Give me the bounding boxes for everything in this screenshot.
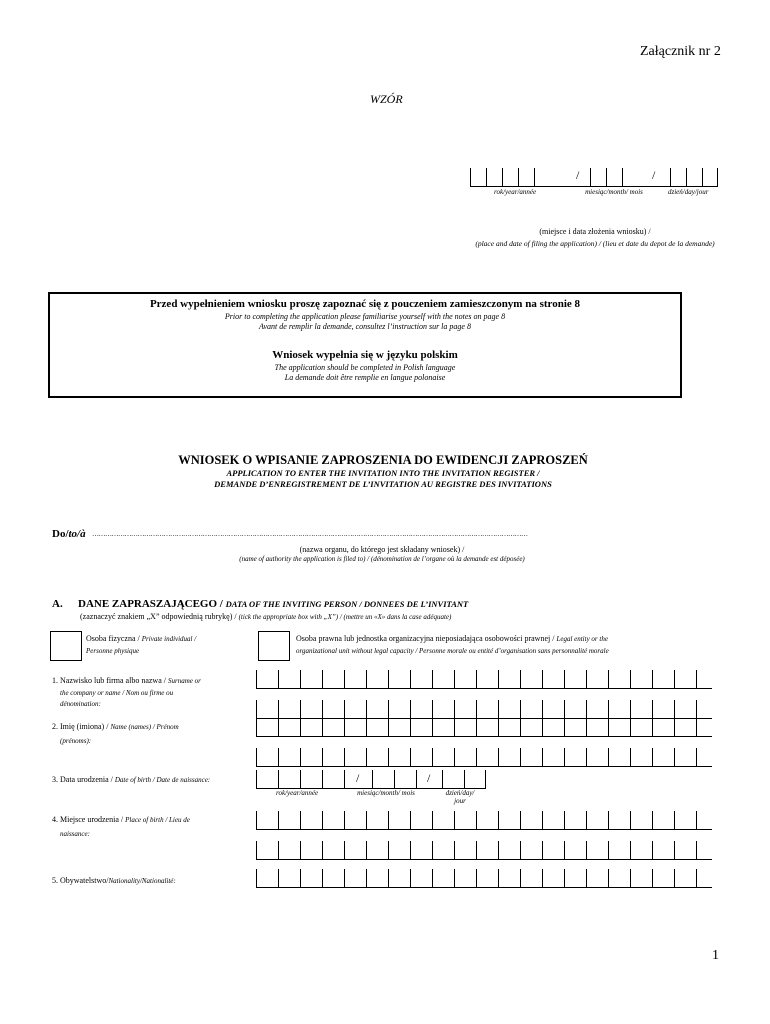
char-box-divider (366, 718, 367, 736)
char-box-divider (300, 748, 301, 766)
char-box-divider (410, 869, 411, 887)
char-box-divider (366, 670, 367, 688)
char-box-divider (674, 869, 675, 887)
birth-place-line-1[interactable] (256, 811, 712, 830)
birth-place-label-en-fr: Place of birth / Lieu de (125, 816, 190, 824)
char-box-divider (498, 841, 499, 859)
char-box-divider (674, 748, 675, 766)
section-a-hint-en-fr: (tick the appropriate box with „X”) / (mettre un «X» dans la case adéquate) (238, 613, 452, 621)
notice-language-en: The application should be completed in Polish language (274, 363, 456, 372)
char-box-divider (410, 841, 411, 859)
char-box-divider (278, 670, 279, 688)
addressee-caption: (nazwa organu, do którego jest składany wniosek) / (299, 545, 465, 554)
char-box-divider (586, 841, 587, 859)
char-box-divider (520, 718, 521, 736)
char-box-divider (696, 811, 697, 829)
char-box-divider (652, 718, 653, 736)
char-box-divider (520, 748, 521, 766)
birth-place-label-cont: naissance: (60, 830, 90, 838)
surname-label-pl: 1. Nazwisko lub firma albo nazwa / (52, 676, 166, 685)
birth-month-label: miesiąc/month/ mois (357, 789, 415, 797)
char-box-divider (256, 841, 257, 859)
char-box-divider (454, 841, 455, 859)
first-name-line-2[interactable] (256, 748, 712, 767)
private-individual-label-fr: Personne physique (86, 647, 140, 655)
char-box-divider (344, 748, 345, 766)
char-box-divider (344, 841, 345, 859)
char-box-divider (520, 700, 521, 718)
char-box-divider (300, 700, 301, 718)
section-a-title-pl: DANE ZAPRASZAJĄCEGO / (78, 598, 223, 610)
char-box-divider (564, 700, 565, 718)
char-box-divider (454, 811, 455, 829)
char-box-divider (366, 869, 367, 887)
surname-label-cont: the company or name / Nom ou firme ou (60, 689, 174, 697)
char-box-divider (630, 841, 631, 859)
date-separator: / (576, 168, 580, 182)
char-box-divider (586, 718, 587, 736)
char-box-divider (608, 748, 609, 766)
birth-date-field[interactable] (256, 770, 486, 789)
char-box-divider (410, 748, 411, 766)
char-box-divider (344, 718, 345, 736)
sample-label: WZÓR (370, 92, 403, 106)
char-box-divider (696, 841, 697, 859)
first-name-label (52, 720, 252, 734)
char-box-divider (498, 869, 499, 887)
nationality-label-en-fr: Nationality/Nationalité: (108, 877, 176, 885)
char-box-divider (454, 748, 455, 766)
notice-box (48, 292, 682, 398)
char-box-divider (388, 748, 389, 766)
nationality-label-pl: 5. Obywatelstwo/ (52, 876, 109, 885)
first-name-label-pl: 2. Imię (imiona) / (52, 722, 109, 731)
addressee-input-line[interactable]: ………………………………………………………………………………………………………………………………………………………………………………… (92, 530, 528, 538)
char-box-divider (388, 670, 389, 688)
char-box-divider (410, 718, 411, 736)
char-box-divider (542, 748, 543, 766)
section-a-title (78, 598, 468, 610)
char-box-divider (322, 869, 323, 887)
char-box-divider (344, 811, 345, 829)
char-box-divider (432, 718, 433, 736)
char-box-divider (674, 670, 675, 688)
char-box-divider (300, 811, 301, 829)
char-box-divider (366, 700, 367, 718)
char-box-divider (432, 670, 433, 688)
char-box-divider (278, 700, 279, 718)
char-box-divider (542, 700, 543, 718)
surname-line-2[interactable] (256, 700, 712, 719)
char-box-divider (300, 869, 301, 887)
char-box-divider (410, 811, 411, 829)
first-name-label-cont: (prénoms): (60, 737, 92, 745)
char-box-divider (630, 670, 631, 688)
char-box-divider (322, 841, 323, 859)
char-box-divider (608, 670, 609, 688)
char-box-divider (542, 869, 543, 887)
filing-date-field[interactable] (470, 168, 718, 187)
char-box-divider (542, 811, 543, 829)
char-box-divider (586, 670, 587, 688)
char-box-divider (432, 811, 433, 829)
legal-entity-label-en: Legal entity or the (556, 635, 608, 643)
char-box-divider (498, 811, 499, 829)
char-box-divider (410, 670, 411, 688)
char-box-divider (520, 869, 521, 887)
char-box-divider (696, 718, 697, 736)
char-box-divider (278, 718, 279, 736)
char-box-divider (674, 841, 675, 859)
birth-place-label-pl: 4. Miejsce urodzenia / (52, 815, 124, 824)
char-box-divider (256, 869, 257, 887)
form-title-en: APPLICATION TO ENTER THE INVITATION INTO THE INVITATION REGISTER / (226, 468, 540, 478)
date-separator: / (652, 168, 656, 182)
nationality-label (52, 874, 176, 888)
char-box-divider (476, 670, 477, 688)
birth-day-label: dzień/day/ jour (445, 789, 475, 805)
section-a-title-en-fr: DATA OF THE INVITING PERSON / DONNEES DE L’INVITANT (225, 599, 469, 609)
char-box-divider (256, 670, 257, 688)
char-box-divider (520, 670, 521, 688)
birth-year-label: rok/year/année (276, 789, 319, 797)
private-individual-label (86, 633, 256, 657)
char-box-divider (366, 841, 367, 859)
private-individual-checkbox[interactable] (50, 631, 82, 661)
char-box-divider (300, 841, 301, 859)
first-name-label-en-fr: Name (names) / Prénom (110, 723, 179, 731)
char-box-divider (476, 811, 477, 829)
char-box-divider (476, 700, 477, 718)
char-box-divider (542, 718, 543, 736)
char-box-divider (388, 811, 389, 829)
month-label: miesiąc/month/ mois (585, 188, 643, 196)
first-name-line-1[interactable] (256, 718, 712, 737)
section-a-hint (80, 612, 451, 621)
char-box-divider (476, 869, 477, 887)
char-box-divider (652, 700, 653, 718)
char-box-divider (300, 670, 301, 688)
char-box-divider (586, 811, 587, 829)
private-individual-label-en: Private individual / (141, 635, 197, 643)
char-box-divider (564, 718, 565, 736)
char-box-divider (432, 700, 433, 718)
char-box-divider (278, 748, 279, 766)
addressee-label-en-fr: to/à (68, 528, 86, 540)
char-box-divider (432, 748, 433, 766)
char-box-divider (432, 841, 433, 859)
char-box-divider (256, 718, 257, 736)
notice-heading-en: Prior to completing the application please familiarise yourself with the notes on page 8 (224, 312, 506, 321)
birth-date-separator: / (427, 771, 431, 785)
char-box-divider (564, 748, 565, 766)
char-box-divider (564, 869, 565, 887)
section-a-letter: A. (52, 598, 63, 610)
char-box-divider (586, 700, 587, 718)
char-box-divider (652, 811, 653, 829)
private-individual-label-pl: Osoba fizyczna / (86, 634, 140, 643)
notice-language: Wniosek wypełnia się w języku polskim (272, 349, 458, 361)
char-box-divider (388, 700, 389, 718)
surname-label-cont2: dénomination: (60, 700, 101, 708)
char-box-divider (520, 811, 521, 829)
legal-entity-checkbox[interactable] (258, 631, 290, 661)
char-box-divider (344, 700, 345, 718)
birth-date-label-en-fr: Date of birth / Date de naissance: (114, 776, 211, 784)
char-box-divider (498, 718, 499, 736)
char-box-divider (630, 869, 631, 887)
char-box-divider (498, 748, 499, 766)
char-box-divider (696, 869, 697, 887)
char-box-divider (564, 811, 565, 829)
year-label: rok/year/année (494, 188, 537, 196)
char-box-divider (344, 869, 345, 887)
place-date-caption: (miejsce i data złożenia wniosku) / (539, 227, 651, 236)
char-box-divider (586, 869, 587, 887)
char-box-divider (256, 748, 257, 766)
legal-entity-label (296, 633, 716, 657)
char-box-divider (278, 869, 279, 887)
notice-heading-fr: Avant de remplir la demande, consultez l’instruction sur la page 8 (259, 322, 471, 331)
section-a-hint-pl: (zaznaczyć znakiem „X” odpowiednią rubrykę) / (80, 612, 237, 621)
char-box-divider (454, 670, 455, 688)
char-box-divider (564, 670, 565, 688)
char-box-divider (388, 841, 389, 859)
place-date-caption-translation: (place and date of filing the application) / (lieu et date du depot de la demande) (475, 239, 715, 248)
birth-place-line-2[interactable] (256, 841, 712, 860)
addressee-label-pl: Do/ (52, 528, 69, 540)
birth-date-label (52, 773, 262, 787)
char-box-divider (344, 670, 345, 688)
char-box-divider (586, 748, 587, 766)
char-box-divider (366, 811, 367, 829)
char-box-divider (366, 748, 367, 766)
notice-language-fr: La demande doit être remplie en langue polonaise (284, 373, 446, 382)
page-number: 1 (712, 948, 719, 963)
char-box-divider (608, 811, 609, 829)
char-box-divider (256, 811, 257, 829)
legal-entity-label-pl: Osoba prawna lub jednostka organizacyjna nieposiadająca osobowości prawnej / (296, 634, 555, 643)
addressee-caption-translation: (name of authority the application is filed to) / (dénomination de l’organe où la demande est déposée) (239, 555, 525, 563)
birth-place-label (52, 813, 252, 827)
char-box-divider (652, 869, 653, 887)
char-box-divider (696, 670, 697, 688)
form-title-fr: DEMANDE D’ENREGISTREMENT DE L’INVITATION AU REGISTRE DES INVITATIONS (214, 479, 552, 489)
addressee-label (52, 528, 86, 540)
char-box-divider (542, 670, 543, 688)
char-box-divider (674, 811, 675, 829)
char-box-divider (608, 869, 609, 887)
char-box-divider (322, 670, 323, 688)
char-box-divider (652, 841, 653, 859)
char-box-divider (454, 700, 455, 718)
char-box-divider (630, 811, 631, 829)
char-box-divider (322, 700, 323, 718)
char-box-divider (674, 700, 675, 718)
char-box-divider (300, 718, 301, 736)
char-box-divider (388, 869, 389, 887)
birth-date-separator: / (356, 771, 360, 785)
char-box-divider (674, 718, 675, 736)
char-box-divider (476, 748, 477, 766)
char-box-divider (564, 841, 565, 859)
char-box-divider (498, 700, 499, 718)
char-box-divider (278, 811, 279, 829)
notice-heading: Przed wypełnieniem wniosku proszę zapoznać się z pouczeniem zamieszczonym na stronie 8 (149, 298, 581, 310)
char-box-divider (476, 718, 477, 736)
legal-entity-label-rest: organizational unit without legal capacity / Personne morale ou entité d’organisation sans personnalité morale (296, 647, 609, 655)
char-box-divider (630, 748, 631, 766)
char-box-divider (608, 718, 609, 736)
birth-date-label-pl: 3. Data urodzenia / (52, 775, 113, 784)
char-box-divider (388, 718, 389, 736)
nationality-line[interactable] (256, 869, 712, 888)
char-box-divider (630, 700, 631, 718)
form-title: WNIOSEK O WPISANIE ZAPROSZENIA DO EWIDENCJI ZAPROSZEŃ (178, 453, 588, 467)
surname-line-1[interactable] (256, 670, 712, 689)
char-box-divider (322, 718, 323, 736)
char-box-divider (696, 700, 697, 718)
char-box-divider (454, 718, 455, 736)
char-box-divider (454, 869, 455, 887)
char-box-divider (432, 869, 433, 887)
surname-label (52, 674, 252, 688)
char-box-divider (322, 748, 323, 766)
char-box-divider (410, 700, 411, 718)
char-box-divider (498, 670, 499, 688)
char-box-divider (476, 841, 477, 859)
char-box-divider (608, 841, 609, 859)
char-box-divider (256, 700, 257, 718)
surname-label-en: Surname or (167, 677, 201, 685)
day-label: dzień/day/jour (668, 188, 709, 196)
char-box-divider (630, 718, 631, 736)
char-box-divider (608, 700, 609, 718)
char-box-divider (652, 748, 653, 766)
char-box-divider (278, 841, 279, 859)
char-box-divider (322, 811, 323, 829)
char-box-divider (652, 670, 653, 688)
char-box-divider (696, 748, 697, 766)
char-box-divider (520, 841, 521, 859)
attachment-label: Załącznik nr 2 (640, 44, 721, 59)
char-box-divider (542, 841, 543, 859)
